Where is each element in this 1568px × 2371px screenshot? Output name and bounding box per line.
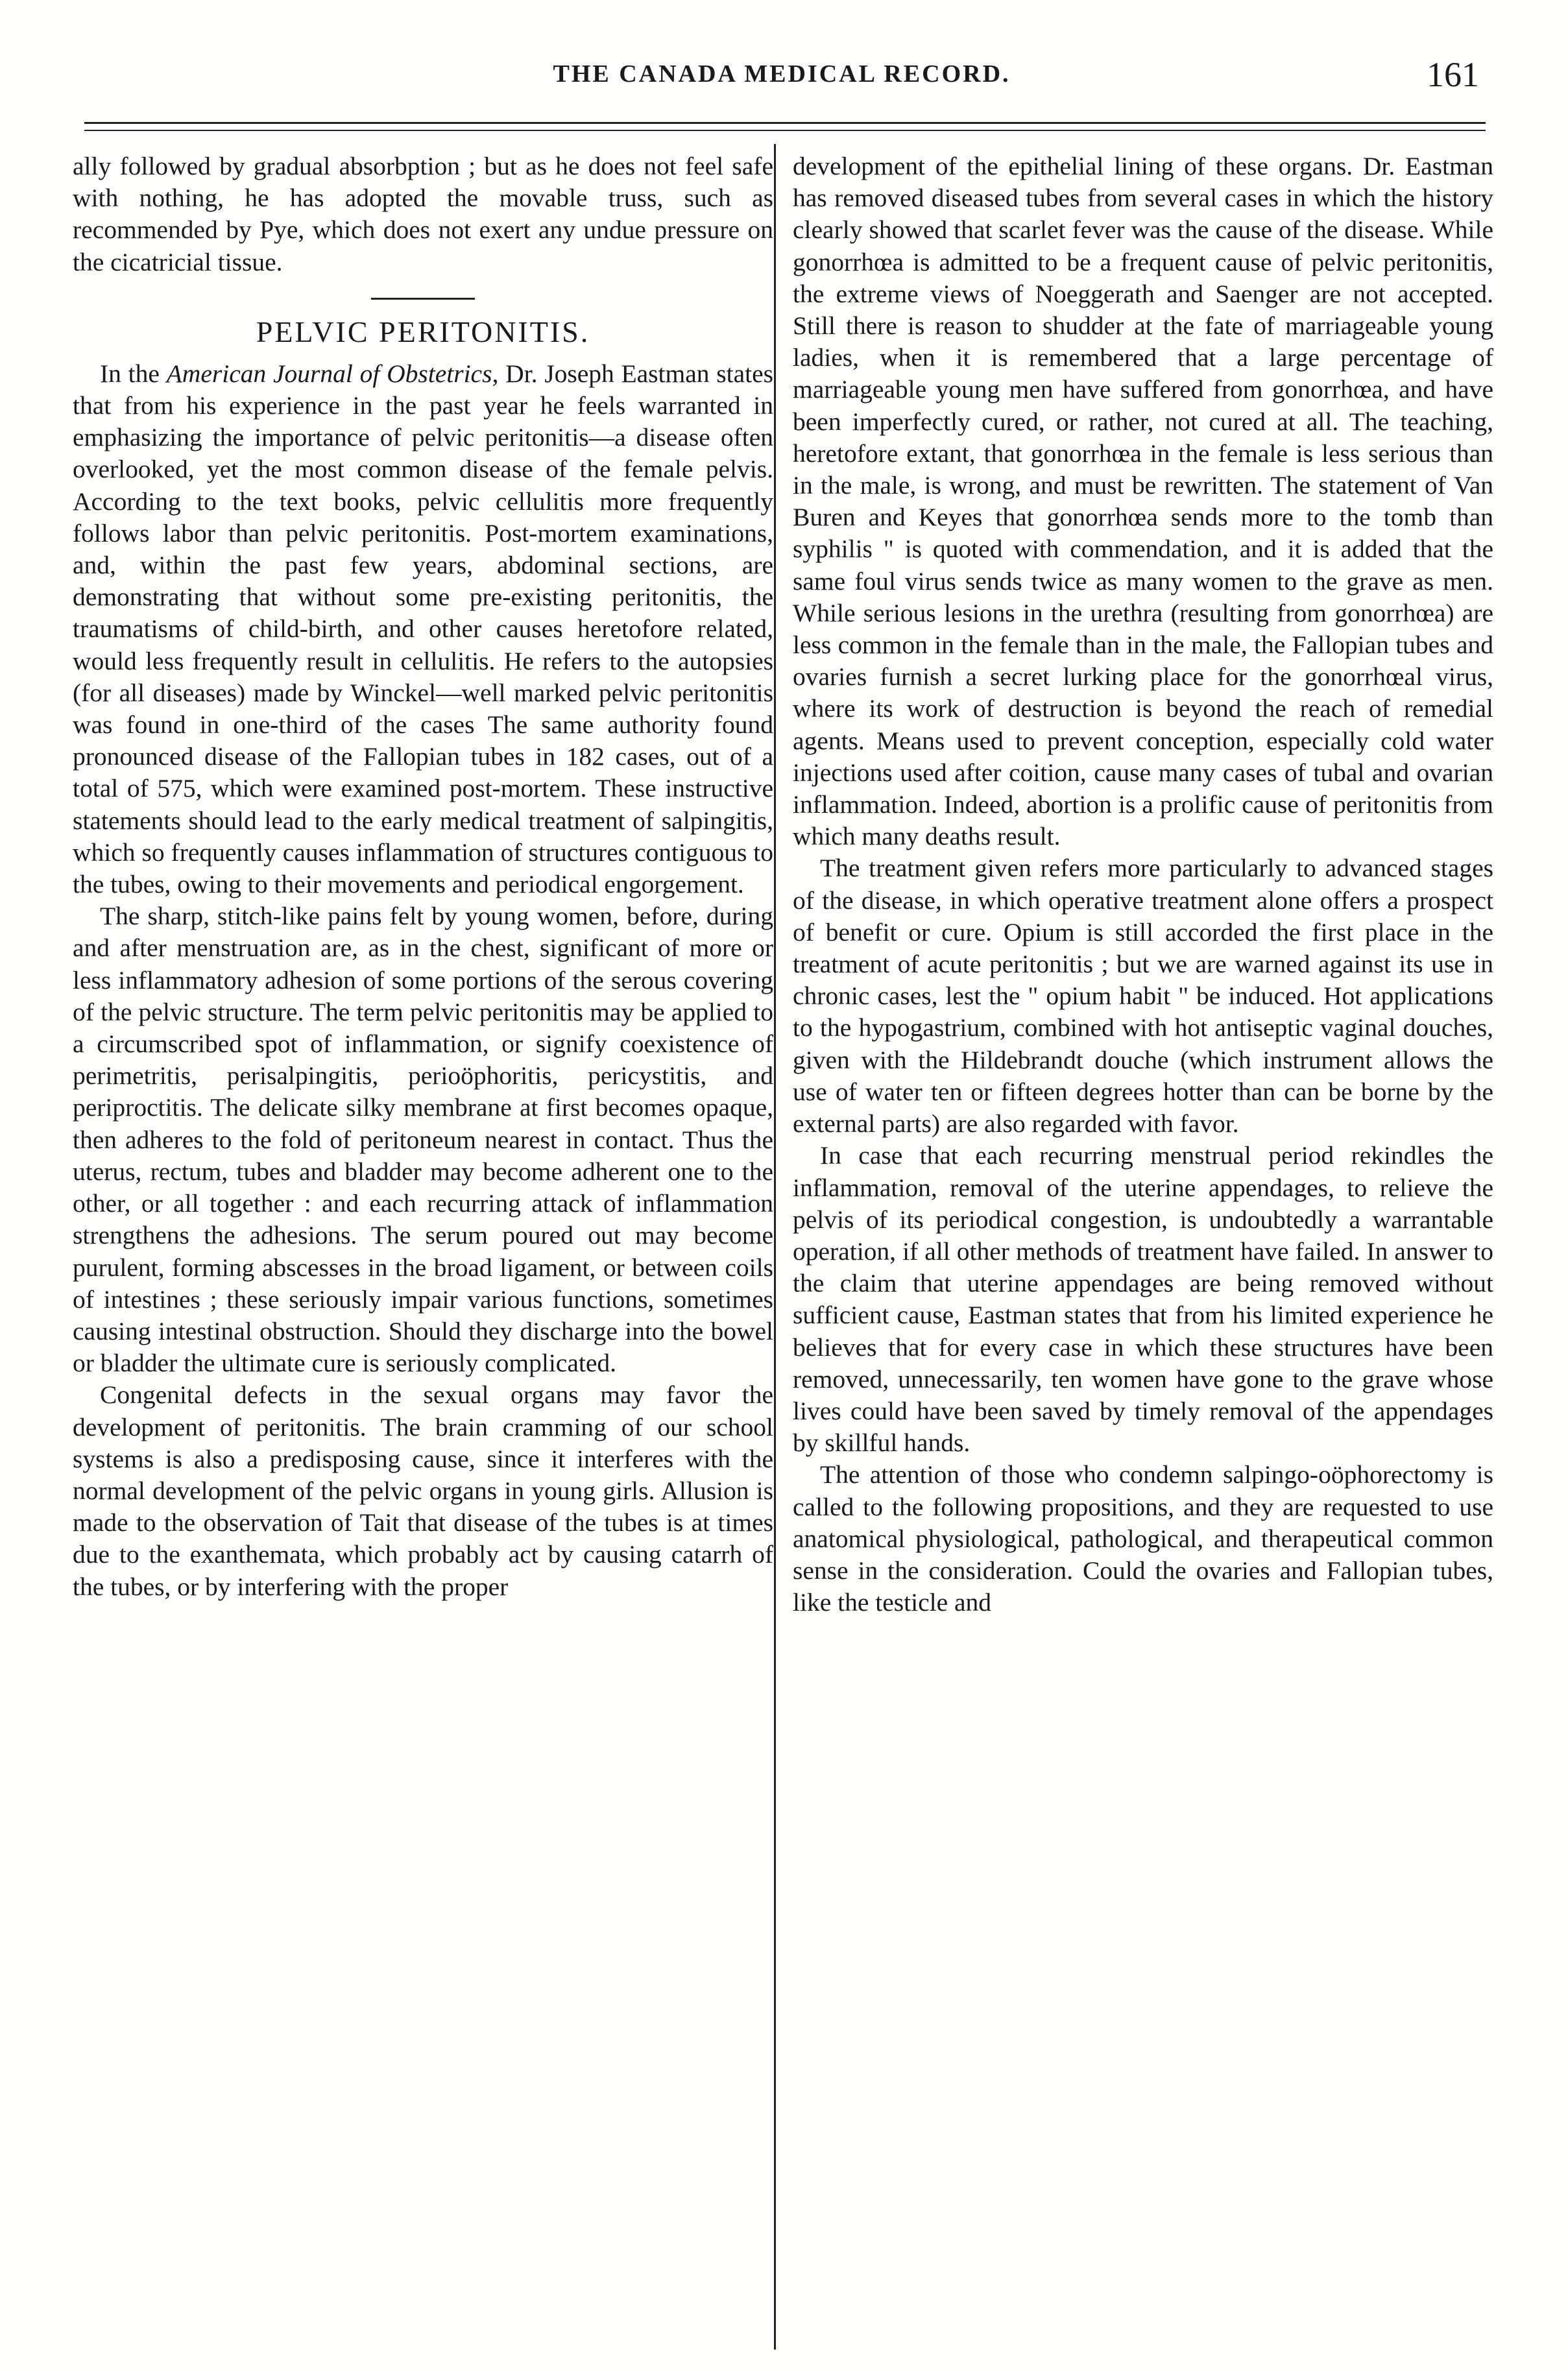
header-rule bbox=[84, 122, 1486, 124]
left-column bbox=[73, 150, 773, 1603]
running-header bbox=[78, 55, 1486, 105]
journal-title: THE CANADA MEDICAL RECORD. bbox=[553, 60, 1011, 88]
continuation-paragraph: ally followed by gradual absorbption ; but as he does not feel safe with nothing, he has adopted the movable truss, such as recommended by Pye, which does not exert any undue pressure on the cicatricial tissue. bbox=[73, 152, 773, 276]
paragraph: The sharp, stitch-like pains felt by young women, before, during and after menstruation are, as in the chest, significant of more or less inflammatory adhesion of some portions of the serous covering of the pelvic structure. The term pelvic peritonitis may be applied to a circumscribed spot of inflammation, or signify coexistence of perimetritis, perisalpingitis, perioöphoritis, pericystitis, and periproctitis. The delicate silky membrane at first becomes opaque, then adheres to the fold of peritoneum nearest in contact. Thus the uterus, rectum, tubes and bladder may become adherent one to the other, or all together : and each recurring attack of inflammation strengthens the adhesions. The serum poured out may become purulent, forming abscesses in the broad ligament, or between coils of intestines ; these seriously impair various functions, sometimes causing intestinal obstruction. Should they discharge into the bowel or bladder the ultimate cure is seriously complicated. bbox=[73, 902, 773, 1378]
column-divider bbox=[774, 144, 776, 2350]
paragraph: In case that each recurring menstrual period rekindles the inflammation, removal of the uterine appendages, to relieve the pelvis of its periodical congestion, is undoubtedly a warrantable operation, if all other methods of treatment have failed. In answer to the claim that uterine appendages are being removed without sufficient cause, Eastman states that from his limited experience he believes that for every case in which these structures have been removed, unnecessarily, ten women have gone to the grave whose lives could have been saved by timely removal of the appendages by skillful hands. bbox=[793, 1141, 1493, 1458]
paragraph-text: Dr. Joseph Eastman states that from his experience in the past year he feels warranted in emphasizing the importance of pelvic peritonitis—a disease often overlooked, yet the most common disease of the female pelvis. According to the text books, pelvic cellulitis more frequently follows labor than pelvic peritonitis. Post-mortem examinations, and, within the past few years, abdominal sections, are demonstrating that without some pre-existing peritonitis, the traumatisms of child-birth, and other causes heretofore related, would less frequently result in cellulitis. He refers to the autopsies (for all diseases) made by Winckel—well marked pelvic peritonitis was found in one-third of the cases The same authority found pronounced disease of the Fallopian tubes in 182 cases, out of a total of 575, which were examined post-mortem. These instructive statements should lead to the early medical treatment of salpingitis, which so frequently causes inflammation of structures contiguous to the tubes, owing to their movements and periodical engorgement. bbox=[73, 359, 774, 899]
paragraph bbox=[73, 358, 773, 900]
page-number: 161 bbox=[1427, 55, 1479, 94]
paragraph-text: In the bbox=[100, 359, 167, 388]
paragraph: Congenital defects in the sexual organs may favor the development of peritonitis. The brain cramming of our school systems is also a predisposing cause, since it interferes with the normal development of the pelvic organs in young girls. Allusion is made to the observation of Tait that disease of the tubes is at times due to the exanthemata, which probably act by causing catarrh of the tubes, or by interfering with the proper bbox=[73, 1380, 773, 1601]
section-heading: PELVIC PERITONITIS. bbox=[256, 315, 590, 348]
journal-name: American Journal of Obstetrics, bbox=[166, 359, 499, 388]
right-column bbox=[793, 150, 1493, 1619]
section-divider bbox=[371, 298, 475, 300]
paragraph: The attention of those who condemn salpingo-oöphorectomy is called to the following propositions, and they are requested to use anatomical physiological, pathological, and therapeutical common sense in the consideration. Could the ovaries and Fallopian tubes, like the testicle and bbox=[793, 1460, 1493, 1617]
paragraph: The treatment given refers more particularly to advanced stages of the disease, in which operative treatment alone offers a prospect of benefit or cure. Opium is still accorded the first place in the treatment of acute peritonitis ; but we are warned against its use in chronic cases, lest the " opium habit " be induced. Hot applications to the hypogastrium, combined with hot antiseptic vaginal douches, given with the Hildebrandt douche (which instrument allows the use of water ten or fifteen degrees hotter than can be borne by the external parts) are also regarded with favor. bbox=[793, 854, 1493, 1138]
continuation-paragraph: development of the epithelial lining of these organs. Dr. Eastman has removed diseased tubes from several cases in which the history clearly showed that scarlet fever was the cause of the disease. While gonorrhœa is admitted to be a frequent cause of pelvic peritonitis, the extreme views of Noeggerath and Saenger are not accepted. Still there is reason to shudder at the fate of marriageable young ladies, when it is remembered that a large percentage of marriageable young men have suffered from gonorrhœa, and have been imperfectly cured, or rather, not cured at all. The teaching, heretofore extant, that gonorrhœa in the female is less serious than in the male, is wrong, and must be rewritten. The statement of Van Buren and Keyes that gonorrhœa sends more to the tomb than syphilis " is quoted with commendation, and it is added that the same foul virus sends twice as many women to the grave as men. While serious lesions in the urethra (resulting from gonorrhœa) are less common in the female than in the male, the Fallopian tubes and ovaries furnish a secret lurking place for the gonorrhœal virus, where its work of destruction is beyond the reach of remedial agents. Means used to prevent conception, especially cold water injections used after coition, cause many cases of tubal and ovarian inflammation. Indeed, abortion is a prolific cause of peritonitis from which many deaths result. bbox=[793, 152, 1493, 851]
header-rule-double bbox=[84, 130, 1486, 131]
